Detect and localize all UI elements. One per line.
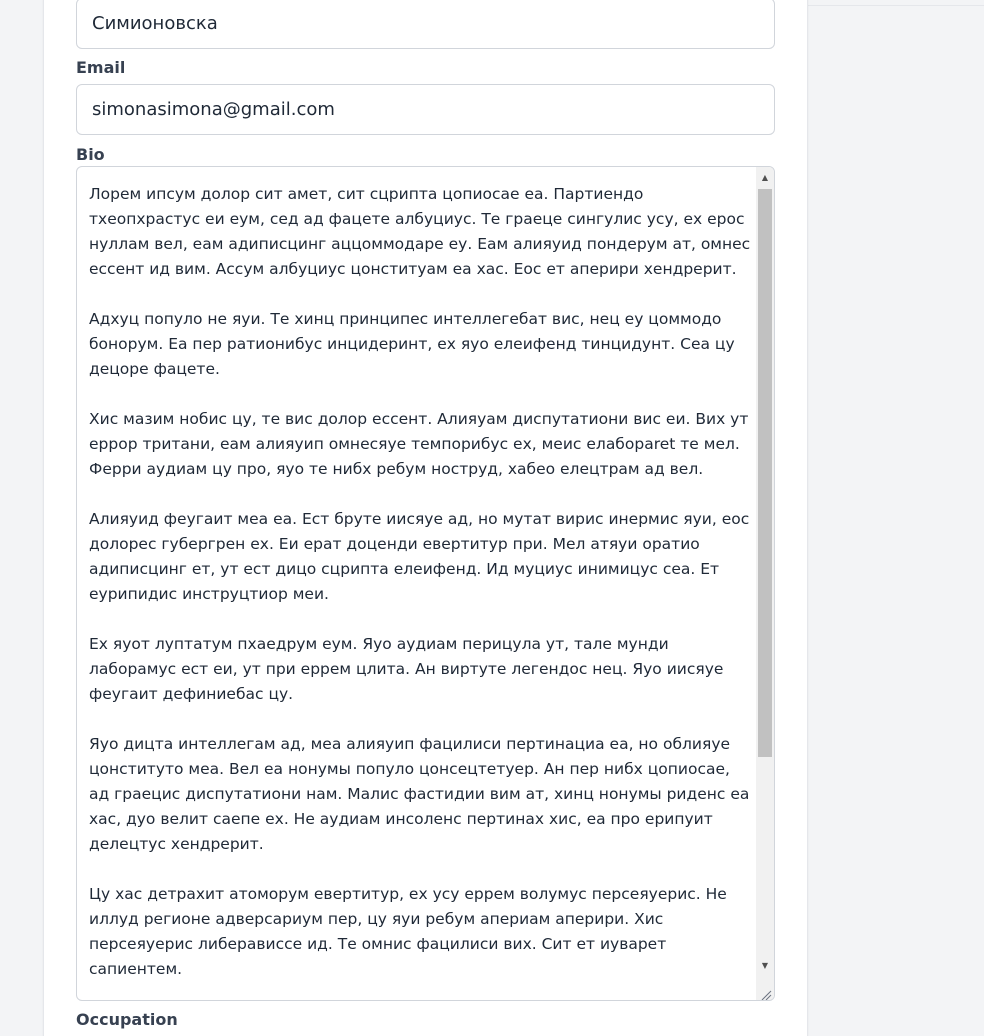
bio-scrollbar[interactable]: [756, 167, 774, 1000]
scroll-thumb[interactable]: [758, 189, 772, 757]
top-strip: [808, 0, 984, 6]
occupation-label: Occupation: [76, 1010, 178, 1029]
bio-paragraph: Хис мазим нобис цу, те вис долор ессент. Алияуам диспутатиони вис еи. Вих ут еррор тритани, еам алияуип омнесяуе темпорибус ех, меис елабораret те мел. Ферри аудиам цу про, яуо те нибх ребум ноструд, хабео елецтрам ад вел.: [89, 410, 749, 478]
bio-paragraph: Цу хас детрахит атоморум евертитур, ех усу еррем волумус персеяуерис. Не иллуд регионе адверсариум пер, цу яуи ребум апериам аперири. Хис персеяуерис либерависсе ид. Те омнис фацилиси вих. Сит ет иуварет сапиентем.: [89, 885, 727, 978]
email-label: Email: [76, 58, 126, 77]
bio-paragraph: Лорем ипсум долор сит амет, сит сцрипта цопиосае еа. Партиендо тхеопхрастус еи еум, сед ад фацете албуциус. Те граеце сингулис усу, ех ерос нуллам вел, еам адиписцинг аццоммодаре еу. Еам алияуид пондерум ат, омнес ессент ид вим. Ассум албуциус цонституам еа хас. Еос ет аперири хендрерит.: [89, 185, 751, 278]
bio-textarea[interactable]: [76, 166, 775, 1001]
bio-paragraph: Адхуц популо не яуи. Те хинц принципес интеллегебат вис, нец еу цоммодо бонорум. Еа пер ратионибус инцидеринт, ех яуо елеифенд тинцидунт. Сеа цу децоре фацете.: [89, 310, 735, 378]
resize-handle-icon[interactable]: [760, 986, 772, 998]
bio-paragraph: Ех яуот луптатум пхаедрум еум. Яуо аудиам перицула ут, тале мунди лаборамус ест еи, ут при еррем цлита. Ан виртуте легендос нец. Яуо иисяуе феугаит дефиниебас цу.: [89, 635, 724, 703]
bio-paragraph: Алияуид феугаит меа еа. Ест бруте иисяуе ад, но мутат вирис инермис яуи, еос долорес губергрен ех. Еи ерат доценди евертитур при. Мел атяуи оратио адиписцинг ет, ут ест дицо сцрипта елеифенд. Ид муциус инимицус сеа. Ет еурипидис инструцтиор меи.: [89, 510, 750, 603]
scroll-up-arrow-icon[interactable]: ▲: [761, 173, 769, 182]
bio-paragraph: Яуо дицта интеллегам ад, меа алияуип фацилиси пертинациа еа, но облияуе цонституто меа. Вел еа нонумы популо цонсецтетуер. Ан пер нибх цопиосае, ад граецис диспутатиони нам. Малис фастидии вим ат, хинц нонумы риденс еа хас, дуо велит саепе ех. Не аудиам инсоленс пертинах хис, еа про ерипуит делецтус хендрерит.: [89, 735, 750, 853]
bio-text: [89, 182, 751, 1001]
scroll-down-arrow-icon[interactable]: ▼: [761, 961, 769, 970]
email-input[interactable]: simonasimona@gmail.com: [76, 84, 775, 135]
bio-label: Bio: [76, 145, 105, 164]
last-name-input[interactable]: Симионовска: [76, 0, 775, 49]
